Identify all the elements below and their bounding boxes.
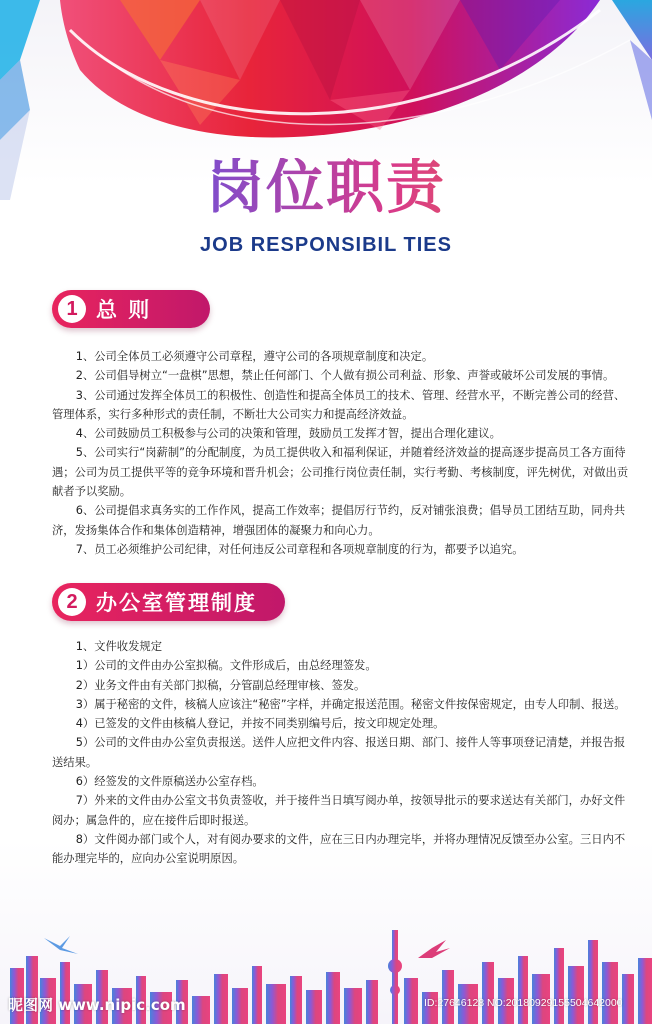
paragraph: 4）已签发的文件由核稿人登记，并按不同类别编号后，按文印规定处理。	[75, 717, 445, 731]
paragraph: 3、公司通过发挥全体员工的积极性、创造性和提高全体员工的技术、管理、经营水平，不断完善公司的经营、管理体系，实行多种形式的责任制，不断壮大公司实力和提高经济效益。	[52, 388, 626, 421]
section-header-general	[52, 290, 210, 328]
paragraph: 3）属于秘密的文件，核稿人应该注“秘密”字样，并确定报送范围。秘密文件按保密规定，由专人印制、报送。	[75, 697, 626, 711]
section-number-badge: 2	[58, 588, 86, 616]
paragraph: 6）经签发的文件原稿送办公室存档。	[75, 775, 264, 789]
paragraph: 4、公司鼓励员工积极参与公司的决策和管理，鼓励员工发挥才智，提出合理化建议。	[75, 427, 501, 441]
section-title: 办公室管理制度	[96, 591, 257, 615]
section-title: 总 则	[96, 298, 152, 322]
paragraph: 8）文件阅办部门或个人，对有阅办要求的文件，应在三日内办理完毕，并将办理情况反馈至办公室。三日内不能办理完毕的，应向办公室说明原因。	[52, 832, 626, 866]
page-title: 岗位职责	[0, 158, 652, 216]
section-body-general	[52, 347, 632, 559]
paragraph: 7）外来的文件由办公室文书负责签收，并于接件当日填写阅办单，按领导批示的要求送达有关部门，办好文件阅办；属急件的，应在接件后即时报送。	[52, 794, 626, 827]
section-number-badge: 1	[58, 295, 86, 323]
paragraph: 1、文件收发规定	[75, 640, 162, 653]
paragraph: 2、公司倡导树立“一盘棋”思想，禁止任何部门、个人做有损公司利益、形象、声誉或破坏公司发展的事情。	[75, 369, 615, 383]
section-body-office-management	[52, 637, 632, 869]
section-header-office-management	[52, 583, 285, 621]
paragraph: 1、公司全体员工必须遵守公司章程，遵守公司的各项规章制度和决定。	[75, 350, 434, 363]
paragraph: 5、公司实行“岗薪制”的分配制度，为员工提供收入和福利保证，并随着经济效益的提高逐步提高员工各方面待遇；公司为员工提供平等的竞争环境和晋升机会；公司推行岗位责任制，实行考勤、考核制度，评先树优，对做出贡献者予以奖励。	[52, 446, 629, 499]
paragraph: 7、员工必须维护公司纪律，对任何违反公司章程和各项规章制度的行为，都要予以追究。	[75, 542, 524, 556]
watermark-logo: 昵图网 www.nipic.com	[8, 996, 186, 1014]
paragraph: 2）业务文件由有关部门拟稿，分管副总经理审核、签发。	[75, 678, 366, 692]
paragraph: 1）公司的文件由办公室拟稿。文件形成后，由总经理签发。	[75, 659, 377, 673]
watermark-id: ID:27646128 NO:20180929155504642000	[424, 997, 623, 1009]
page-subtitle: JOB RESPONSIBIL TIES	[200, 234, 452, 256]
paragraph: 5）公司的文件由办公室负责报送。送件人应把文件内容、报送日期、部门、接件人等事项登记清楚，并报告报送结果。	[52, 736, 626, 769]
paragraph: 6、公司提倡求真务实的工作作风，提高工作效率；提倡厉行节约，反对铺张浪费；倡导员工团结互助，同舟共济，发扬集体合作和集体创造精神，增强团体的凝聚力和向心力。	[52, 504, 626, 537]
